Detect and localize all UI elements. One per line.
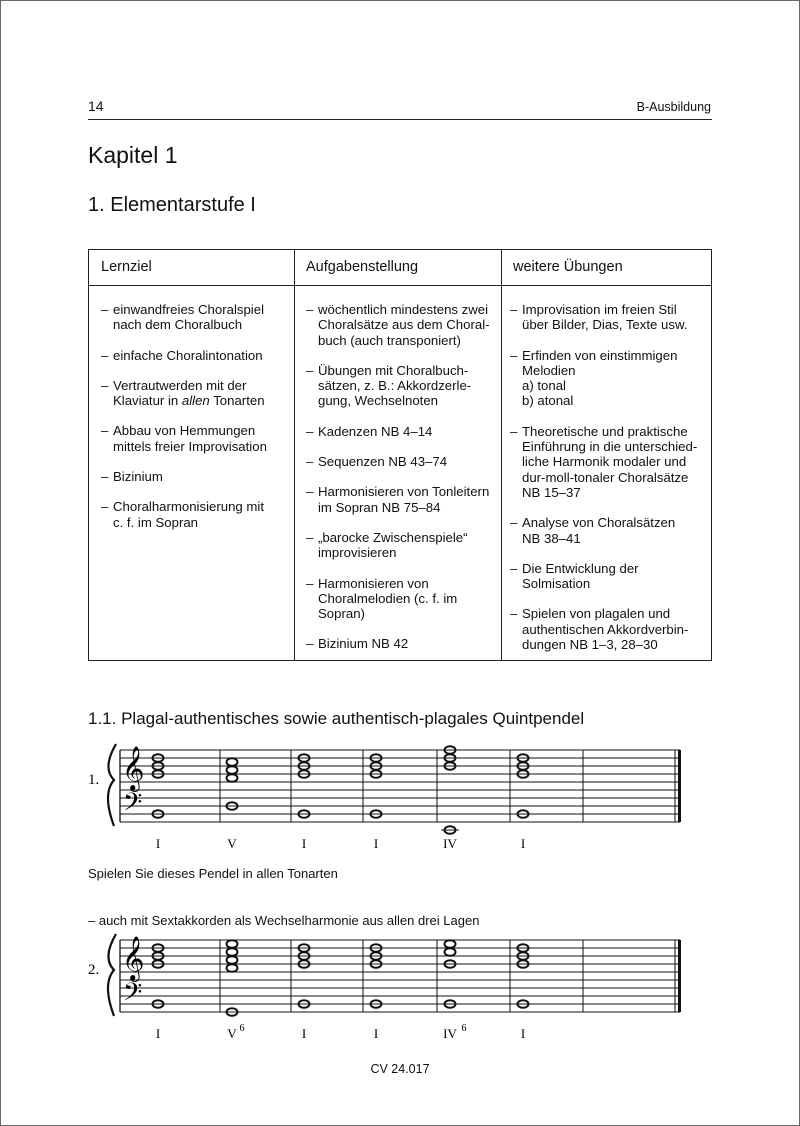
table-list-item xyxy=(306,484,498,515)
table-item-line: nach dem Choralbuch xyxy=(113,317,243,333)
column-header-lernziel: Lernziel xyxy=(101,259,152,275)
table-item-line: – Erfinden von einstimmigen xyxy=(522,347,678,363)
table-item-line: – Analyse von Choralsätzen xyxy=(522,515,676,531)
table-list-item xyxy=(306,576,498,622)
table-list-item xyxy=(101,378,297,409)
table-list-item xyxy=(101,348,297,363)
roman-numeral: I xyxy=(155,1026,161,1041)
roman-numeral: IV xyxy=(443,836,457,851)
bass-clef-icon: 𝄢 xyxy=(123,978,143,1013)
table-item-line: Klaviatur in allen Tonarten xyxy=(113,393,265,409)
table-list-item xyxy=(101,499,297,530)
table-item-line: buch (auch transponiert) xyxy=(318,332,461,348)
table-item-line: – Bizinium NB 42 xyxy=(318,636,409,652)
figure-superscript: 6 xyxy=(239,1023,245,1034)
chapter-title: Kapitel 1 xyxy=(88,142,178,168)
roman-numeral: V xyxy=(227,1026,237,1041)
figure-superscript: 6 xyxy=(461,1023,467,1034)
table-item-line: – einfache Choralintonation xyxy=(113,347,263,363)
table-item-line: NB 15–37 xyxy=(522,484,581,500)
table-item-line: a) tonal xyxy=(522,378,566,394)
whole-note xyxy=(227,774,238,782)
table-item-line: dur-moll-tonaler Choralsätze xyxy=(522,469,689,485)
music-example-1 xyxy=(86,742,716,852)
brace xyxy=(108,934,116,1016)
table-item-line: liche Harmonik modaler und xyxy=(522,454,687,470)
example-number: 1. xyxy=(88,772,100,788)
table-item-line: – Choralharmonisierung mit xyxy=(113,499,264,515)
table-item-line: – „barocke Zwischenspiele“ xyxy=(318,529,468,545)
whole-note xyxy=(227,940,238,948)
table-item-line: Solmisation xyxy=(522,576,591,592)
table-item-line: mittels freier Improvisation xyxy=(113,438,267,454)
instruction-text: Spielen Sie dieses Pendel in allen Tonarten xyxy=(88,866,338,881)
table-item-line: – Theoretische und praktische xyxy=(522,423,688,439)
whole-note xyxy=(227,766,238,774)
table-item-line: – Spielen von plagalen und xyxy=(522,606,671,622)
column-header-weitere-uebungen: weitere Übungen xyxy=(513,259,623,275)
running-header: B-Ausbildung xyxy=(636,100,711,114)
table-item-line: Melodien xyxy=(522,362,576,378)
table-list-item xyxy=(306,530,498,561)
table-list-item xyxy=(101,469,297,484)
column-divider xyxy=(501,250,502,660)
table-item-line: im Sopran NB 75–84 xyxy=(318,499,441,515)
table-list-item xyxy=(510,606,706,652)
table-item-line: Choralsätze aus dem Choral- xyxy=(318,317,490,333)
weitere-uebungen-list xyxy=(510,302,706,667)
table-item-line: NB 38–41 xyxy=(522,530,581,546)
table-list-item xyxy=(101,302,297,333)
roman-numeral: I xyxy=(373,836,379,851)
table-item-line: c. f. im Sopran xyxy=(113,514,199,530)
roman-numeral: V xyxy=(227,836,237,851)
roman-numeral: I xyxy=(520,1026,526,1041)
bass-clef-icon: 𝄢 xyxy=(123,788,143,823)
roman-numeral: I xyxy=(155,836,161,851)
roman-numeral: IV xyxy=(443,1026,457,1041)
aufgabenstellung-list xyxy=(306,302,498,667)
instruction-text-sixth-chords: – auch mit Sextakkorden als Wechselharmonie aus allen drei Lagen xyxy=(88,913,480,928)
table-list-item xyxy=(306,302,498,348)
table-list-item xyxy=(306,636,498,651)
table-item-line: Einführung in die unterschied- xyxy=(522,439,698,455)
table-item-line: – wöchentlich mindestens zwei xyxy=(318,302,489,317)
roman-numeral: I xyxy=(373,1026,379,1041)
table-item-line: – Bizinium xyxy=(113,469,163,485)
table-item-line: – Kadenzen NB 4–14 xyxy=(318,423,433,439)
table-list-item xyxy=(510,302,706,333)
table-list-item xyxy=(306,454,498,469)
whole-note xyxy=(227,758,238,766)
whole-note xyxy=(227,956,238,964)
page-number: 14 xyxy=(88,98,104,114)
column-header-aufgabenstellung: Aufgabenstellung xyxy=(306,259,419,275)
lernziel-list xyxy=(101,302,297,545)
table-item-line: gung, Wechselnoten xyxy=(318,393,438,409)
table-item-line: – Sequenzen NB 43–74 xyxy=(318,454,448,470)
table-item-line: – Übungen mit Choralbuch- xyxy=(318,362,469,378)
whole-note xyxy=(227,964,238,972)
table-list-item xyxy=(510,561,706,592)
table-item-line: – einwandfreies Choralspiel xyxy=(113,302,265,317)
table-item-line: authentischen Akkordverbin- xyxy=(522,621,689,637)
roman-numeral: I xyxy=(301,836,307,851)
table-list-item xyxy=(510,348,706,409)
table-item-line: Choralmelodien (c. f. im xyxy=(318,590,458,606)
table-item-line: – Abbau von Hemmungen xyxy=(113,423,256,439)
treble-clef-icon: 𝄞 xyxy=(122,936,145,980)
brace xyxy=(108,744,116,826)
table-item-line: – Vertrautwerden mit der xyxy=(113,377,247,393)
whole-note xyxy=(445,940,456,948)
table-item-line: sätzen, z. B.: Akkordzerle- xyxy=(318,378,472,394)
catalog-number: CV 24.017 xyxy=(370,1062,430,1076)
table-item-line: – Harmonisieren von Tonleitern xyxy=(318,484,490,500)
table-item-line: – Harmonisieren von xyxy=(318,575,429,591)
subsection-title: 1.1. Plagal-authentisches sowie authentisch-plagales Quintpendel xyxy=(88,709,585,728)
final-bar-thick xyxy=(678,940,681,1012)
whole-note xyxy=(227,948,238,956)
example-number: 2. xyxy=(88,962,100,978)
final-bar-thick xyxy=(678,750,681,822)
table-list-item xyxy=(101,423,297,454)
table-list-item xyxy=(306,424,498,439)
table-item-line: – Die Entwicklung der xyxy=(522,560,639,576)
table-item-line: b) atonal xyxy=(522,393,574,409)
section-title: 1. Elementarstufe I xyxy=(88,194,256,216)
table-item-line: über Bilder, Dias, Texte usw. xyxy=(522,317,688,333)
table-item-line: – Improvisation im freien Stil xyxy=(522,302,677,317)
roman-numeral: I xyxy=(301,1026,307,1041)
learning-goals-table xyxy=(88,249,712,661)
table-list-item xyxy=(306,363,498,409)
whole-note xyxy=(445,948,456,956)
music-example-2 xyxy=(86,932,716,1042)
table-item-line: Sopran) xyxy=(318,606,365,622)
table-item-line: improvisieren xyxy=(318,545,397,561)
roman-numeral: I xyxy=(520,836,526,851)
table-item-line: dungen NB 1–3, 28–30 xyxy=(522,637,658,653)
header-rule xyxy=(88,119,712,120)
treble-clef-icon: 𝄞 xyxy=(122,746,145,790)
table-list-item xyxy=(510,515,706,546)
table-list-item xyxy=(510,424,706,500)
